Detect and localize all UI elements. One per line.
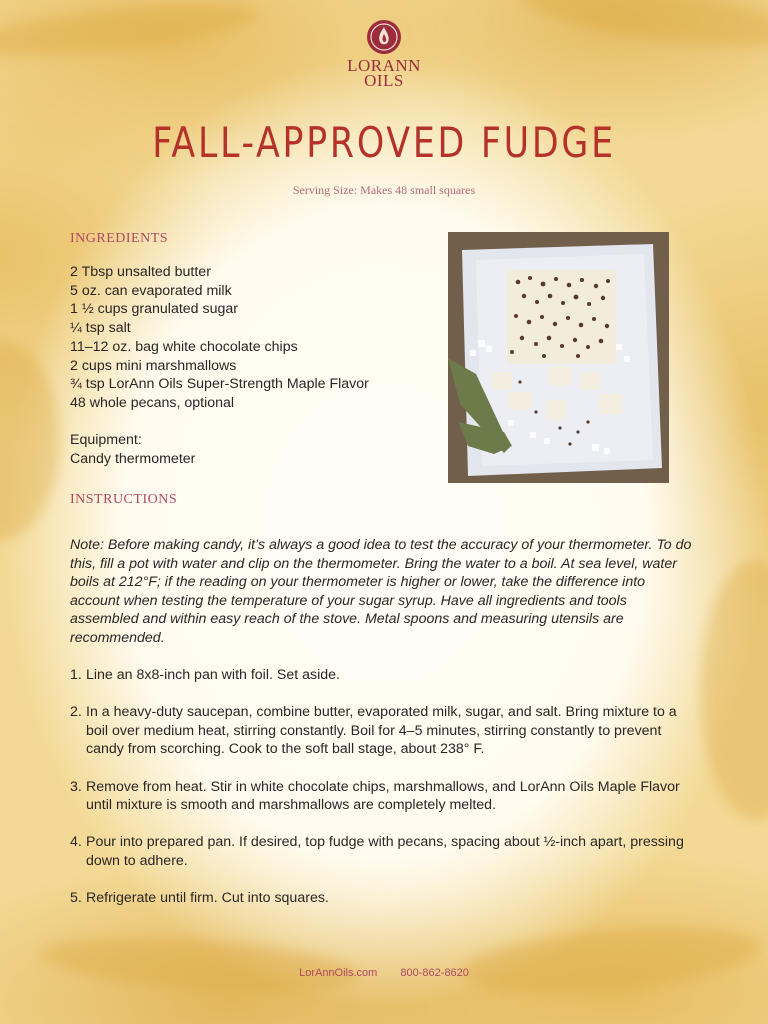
flame-drop-icon [367, 20, 401, 54]
watercolor-stroke [700, 560, 768, 820]
ingredient-item: 2 cups mini marshmallows [70, 357, 237, 374]
fudge-photo [448, 232, 669, 483]
ingredients-list [70, 263, 369, 413]
ingredient-item: ¼ tsp salt [70, 320, 131, 337]
watercolor-stroke [39, 929, 362, 1001]
logo-line-1: LORANN [347, 56, 421, 75]
instruction-step [70, 889, 695, 908]
step-text: Pour into prepared pan. If desired, top fudge with pecans, spacing about ½-inch apart, pressing down to adhere. [86, 834, 684, 869]
watercolor-stroke [458, 917, 762, 1003]
brand-logo[interactable] [344, 20, 424, 88]
page-title: FALL-APPROVED FUDGE [152, 118, 616, 167]
watercolor-stroke [0, 340, 60, 540]
step-number: 1. [70, 667, 82, 683]
ingredient-item: 1 ½ cups granulated sugar [70, 301, 238, 318]
instructions-heading: INSTRUCTIONS [70, 492, 178, 507]
step-text: In a heavy-duty saucepan, combine butter, evaporated milk, sugar, and salt. Bring mixture to a boil over medium heat, stirring constantly. Boil for 4–5 minutes, stirring constantly to prevent candy from scorching. Cook to the soft ball stage, about 238° F. [86, 704, 677, 758]
step-text: Remove from heat. Stir in white chocolate chips, marshmallows, and LorAnn Oils Maple Flavor until mixture is smooth and marshmallows are completely melted. [86, 778, 680, 814]
step-number: 2. [70, 704, 82, 721]
ingredient-item: 2 Tbsp unsalted butter [70, 264, 211, 280]
step-text: Refrigerate until firm. Cut into squares. [86, 890, 329, 907]
instruction-step [70, 778, 695, 815]
step-number: 3. [70, 778, 82, 795]
ingredient-item: 5 oz. can evaporated milk [70, 282, 232, 299]
equipment-item: Candy thermometer [70, 450, 196, 467]
step-number: 5. [70, 890, 82, 907]
phone-number[interactable]: 800-862-8620 [400, 967, 469, 979]
instruction-step [70, 703, 695, 759]
ingredients-heading: INGREDIENTS [70, 231, 169, 246]
instructions-steps [70, 666, 695, 926]
ingredient-item: 48 whole pecans, optional [70, 394, 235, 411]
logo-wordmark [344, 58, 424, 88]
instructions-note: Note: Before making candy, it’s always a good idea to test the accuracy of your thermometer. To do this, fill a pot with water and clip on the thermometer. Bring the water to a boil. At sea level, water boils at 212°F; if the reading on your thermometer is higher or lower, take the difference into account when testing the temperature of your sugar syrup. Have all ingredients and tools assembled and within easy reach of the stove. Metal spoons and measuring utensils are recommended. [70, 537, 692, 646]
equipment-block [70, 431, 195, 468]
footer [0, 967, 768, 979]
website-link[interactable]: LorAnnOils.com [299, 967, 378, 979]
step-text: Line an 8x8-inch pan with foil. Set aside. [86, 667, 340, 683]
ingredient-item: ¾ tsp LorAnn Oils Super-Strength Maple Flavor [70, 376, 369, 393]
instruction-step [70, 833, 695, 870]
instruction-step [70, 666, 695, 685]
serving-size: Serving Size: Makes 48 small squares [292, 183, 476, 197]
watercolor-stroke [518, 0, 768, 59]
watercolor-stroke [0, 0, 261, 66]
step-number: 4. [70, 834, 82, 851]
logo-line-2: OILS [364, 71, 404, 90]
ingredient-item: 11–12 oz. bag white chocolate chips [70, 338, 298, 355]
equipment-label: Equipment: [70, 432, 142, 448]
